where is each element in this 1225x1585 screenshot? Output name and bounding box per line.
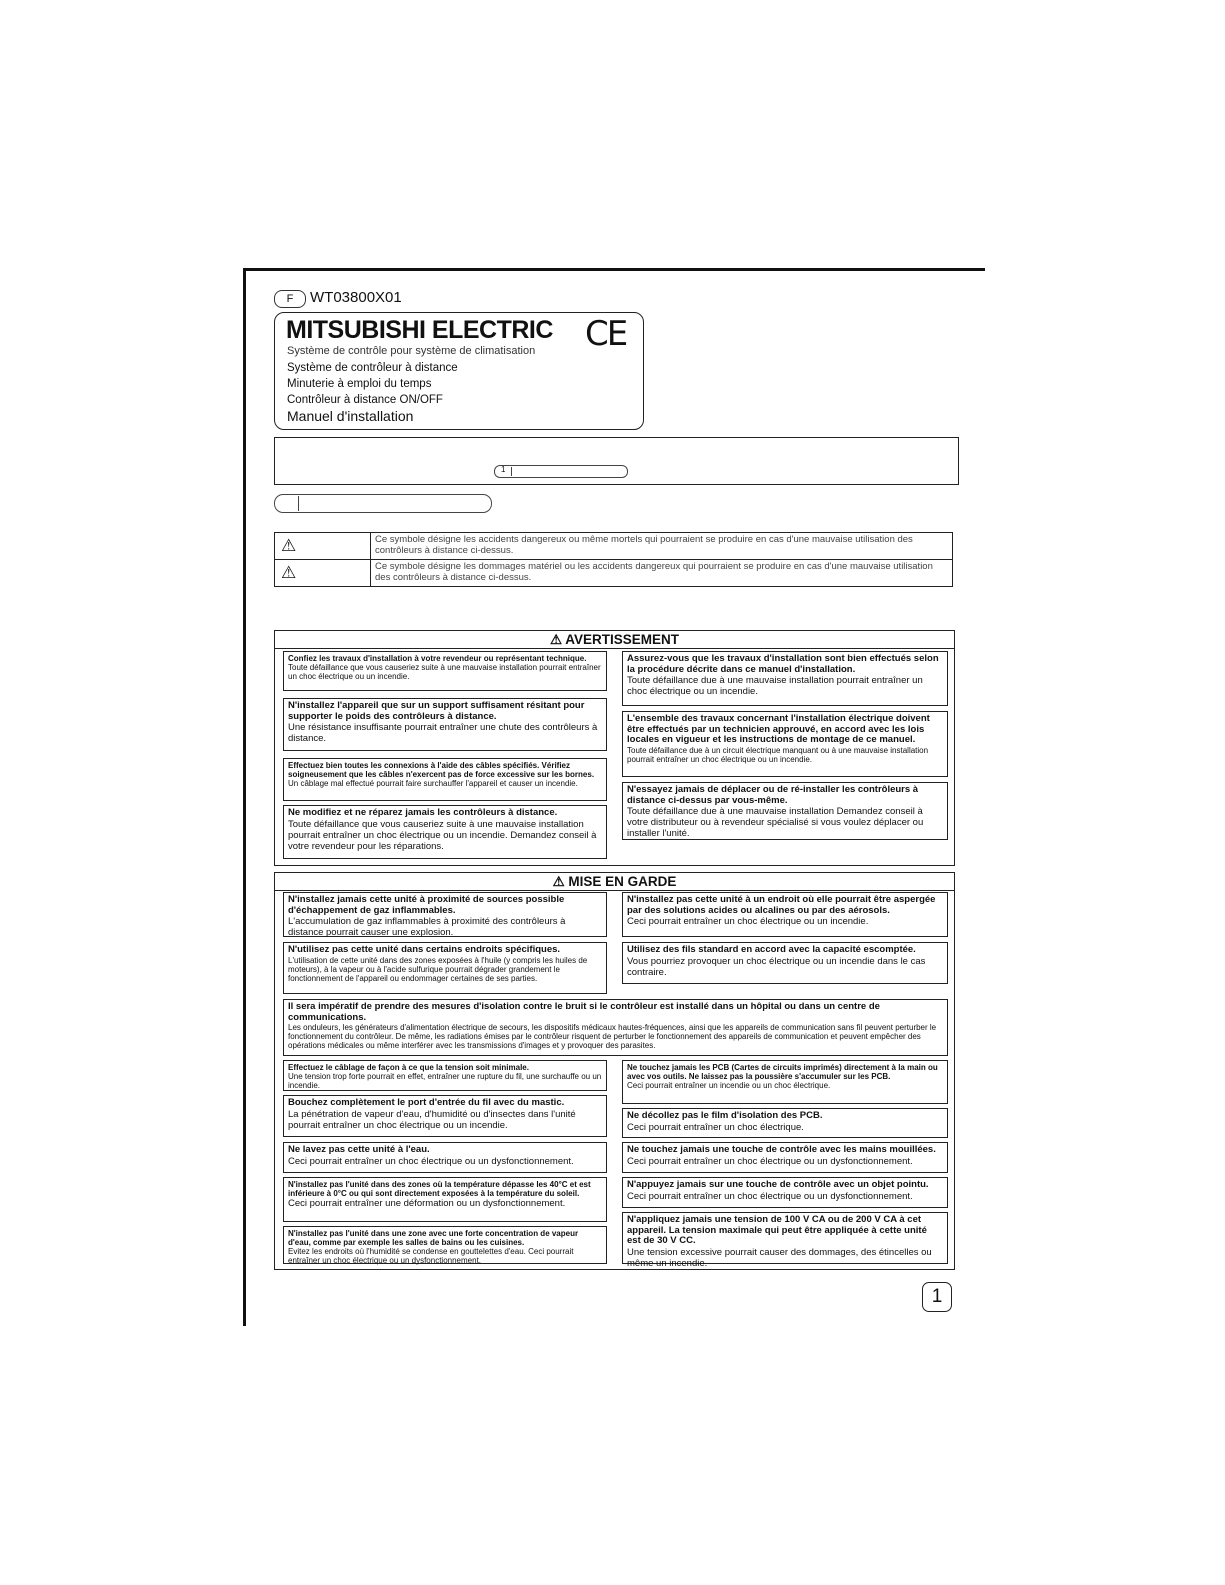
pill-divider: [511, 467, 512, 476]
item-heading: N'installez jamais cette unité à proximité de sources possible d'échappement de gaz inflammables.: [288, 894, 565, 916]
document-code: WT03800X01: [310, 289, 402, 306]
item-text: L'accumulation de gaz inflammables à proximité des contrôleurs à distance pourrait causer une explosion.: [288, 916, 566, 938]
caution-item-wide: [283, 999, 948, 1056]
item-heading: Ne touchez jamais une touche de contrôle avec les mains mouillées.: [627, 1144, 936, 1155]
left-rule: [243, 268, 246, 1326]
item-heading: Effectuez bien toutes les connexions à l'aide des câbles spécifiés. Vérifiez soigneusement que les câbles n'exercent pas de force excessive sur les bornes.: [288, 761, 595, 779]
warning-item: [622, 711, 948, 777]
item-heading: Ne décollez pas le film d'isolation des PCB.: [627, 1110, 823, 1121]
item-heading: N'installez l'appareil que sur un support suffisament résitant pour supporter le poids des contrôleurs à distance.: [288, 700, 585, 722]
item-text: Toute défaillance que vous causeriez suite à une mauvaise installation pourrait entraîner un choc électrique ou un incendie. Demandez conseil à votre revendeur pour les réparations.: [288, 818, 597, 852]
caution-item: [622, 942, 948, 984]
warning-triangle-icon: ⚠: [275, 560, 371, 587]
item-heading: N'installez pas l'unité dans une zone avec une forte concentration de vapeur d'eau, comme par exemple les salles de bains ou les cuisines.: [288, 1229, 579, 1247]
item-text: Ceci pourrait entraîner un choc électrique ou un dysfonctionnement.: [288, 1155, 574, 1167]
item-heading: N'appliquez jamais une tension de 100 V CA ou de 200 V CA à cet appareil. La tension maximale qui peut être appliquée à cette unité est de 30 V CC.: [627, 1214, 927, 1246]
caution-item: [283, 892, 607, 937]
item-text: Ceci pourrait entraîner une déformation ou un dysfonctionnement.: [288, 1198, 566, 1209]
item-heading: Il sera impératif de prendre des mesures d'isolation contre le bruit si le contrôleur est installé dans un hôpital ou dans un centre de communications.: [288, 1001, 880, 1023]
item-text: Ceci pourrait entraîner un choc électrique.: [627, 1121, 804, 1133]
caution-item: [283, 1226, 607, 1264]
item-text: Ceci pourrait entraîner un incendie ou un choc électrique.: [627, 1081, 831, 1090]
item-text: Toute défaillance due à une mauvaise installation Demandez conseil à votre distributeur ou à revendeur spécialisé si vous voulez déplacer ou installer l'unité.: [627, 806, 924, 839]
item-text: Evitez les endroits où l'humidité se condense en gouttelettes d'eau. Ceci pourrait entraîner un choc électrique ou un dysfonctionnement.: [288, 1247, 574, 1265]
item-text: La pénétration de vapeur d'eau, d'humidité ou d'insectes dans l'unité pourrait entraîner un choc électrique ou un incendie.: [288, 1108, 576, 1131]
subtitle-timer: Minuterie à emploi du temps: [287, 378, 432, 390]
caution-item: [283, 1177, 607, 1222]
language-badge: F: [274, 290, 306, 308]
item-text: Les onduleurs, les générateurs d'alimentation électrique de secours, les dispositifs médicaux hautes-fréquences, ainsi que les appareils de communication sans fil peuvent perturber le fonctionnement du contrôleur. De même, les radiations émises par le contrôleur risquent de perturber le fonctionnement des appareils de communication et peuvent empêcher des opérations médicales ou même interférer avec les transmissions d'images et y provoquer des parasites.: [288, 1023, 937, 1050]
item-text: L'utilisation de cette unité dans des zones exposées à l'huile (y compris les huiles de moteurs), à la vapeur ou à l'acide sulfurique pourrait dégrader grandement le fonctionnement de l'appareil ou endommager certaines de ses parties.: [288, 955, 588, 983]
item-text: Un câblage mal effectué pourrait faire surchauffer l'appareil et causer un incendie.: [288, 779, 578, 788]
item-text: Toute défaillance due à un circuit électrique manquant ou à une mauvaise installation pourrait entraîner un choc électrique ou un incendie.: [627, 745, 929, 764]
caution-item: [622, 892, 948, 937]
subtitle-system: Système de contrôle pour système de climatisation: [287, 345, 536, 357]
item-heading: Ne touchez jamais les PCB (Cartes de circuits imprimés) directement à la main ou avec vos outils. Ne laissez pas la poussière s'accumuler sur les PCB.: [627, 1063, 938, 1081]
warning-title: ⚠ AVERTISSEMENT: [275, 631, 954, 649]
symbol-row: [275, 533, 953, 560]
item-heading: N'utilisez pas cette unité dans certains endroits spécifiques.: [288, 944, 561, 955]
top-rule: [243, 268, 985, 271]
caution-item: [283, 1060, 607, 1091]
page-number: 1: [922, 1282, 952, 1312]
item-text: Toute défaillance que vous causeriez suite à une mauvaise installation pourrait entraîner un choc électrique ou un incendie.: [288, 663, 601, 681]
item-text: Vous pourriez provoquer un choc électrique ou un incendie dans le cas contraire.: [627, 955, 926, 978]
item-text: Une tension excessive pourrait causer des dommages, des étincelles ou même un incendie.: [627, 1246, 932, 1269]
item-text: Ceci pourrait entraîner un choc électrique ou un dysfonctionnement.: [627, 1155, 913, 1167]
item-text: Une tension trop forte pourrait en effet, entraîner une rupture du fil, une surchauffe ou un incendie.: [288, 1072, 602, 1090]
warning-item: [283, 805, 607, 859]
item-heading: Bouchez complètement le port d'entrée du fil avec du mastic.: [288, 1097, 565, 1108]
warning-item: [283, 651, 607, 691]
item-text: Ceci pourrait entraîner un choc électrique ou un dysfonctionnement.: [627, 1190, 913, 1202]
section-ref-number: 1: [501, 465, 506, 474]
item-heading: Utilisez des fils standard en accord avec la capacité escomptée.: [627, 944, 916, 955]
item-heading: N'installez pas cette unité à un endroit où elle pourrait être aspergée par des solutions acides ou alcalines ou par des aérosols.: [627, 894, 936, 916]
brand-name: MITSUBISHI ELECTRIC: [286, 316, 553, 344]
caution-item: [622, 1212, 948, 1269]
pill-divider: [298, 496, 299, 511]
symbol-description: Ce symbole désigne les accidents dangereux ou même mortels qui pourraient se produire en cas d'une mauvaise utilisation des contrôleurs à distance ci-dessus.: [371, 533, 953, 560]
symbol-row: [275, 560, 953, 587]
ce-mark-icon: CE: [585, 314, 627, 354]
caution-item: [283, 1142, 607, 1173]
subtitle-remote-system: Système de contrôleur à distance: [287, 362, 458, 374]
item-heading: Ne modifiez et ne réparez jamais les contrôleurs à distance.: [288, 807, 558, 818]
manual-title: Manuel d'installation: [287, 408, 414, 424]
item-heading: Assurez-vous que les travaux d'installation sont bien effectués selon la procédure décrite dans ce manuel d'installation.: [627, 653, 939, 675]
item-heading: Effectuez le câblage de façon à ce que la tension soit minimale.: [288, 1063, 529, 1072]
caution-item: [622, 1142, 948, 1173]
caution-item: [622, 1108, 948, 1138]
item-text: Ceci pourrait entraîner un choc électrique ou un incendie.: [627, 916, 869, 927]
section-heading-pill: [274, 494, 492, 513]
item-text: Toute défaillance due à une mauvaise installation pourrait entraîner un choc électrique ou un incendie.: [627, 675, 923, 697]
caution-item: [283, 942, 607, 994]
warning-triangle-icon: ⚠: [275, 533, 371, 560]
symbol-legend-table: [274, 532, 953, 587]
item-heading: N'essayez jamais de déplacer ou de ré-installer les contrôleurs à distance ci-dessus par vous-même.: [627, 784, 919, 806]
item-heading: N'appuyez jamais sur une touche de contrôle avec un objet pointu.: [627, 1179, 929, 1190]
subtitle-onoff: Contrôleur à distance ON/OFF: [287, 394, 443, 406]
warning-item: [622, 782, 948, 840]
item-heading: Confiez les travaux d'installation à votre revendeur ou représentant technique.: [288, 654, 587, 663]
warning-item: [283, 758, 607, 801]
symbol-description: Ce symbole désigne les dommages matériel ou les accidents dangereux qui pourraient se produire en cas d'une mauvaise utilisation des contrôleurs à distance ci-dessus.: [371, 560, 953, 587]
item-heading: N'installez pas l'unité dans des zones où la température dépasse les 40°C et est inférieure à 0°C ou qui sont directement exposées à la température du soleil.: [288, 1180, 591, 1198]
caution-item: [622, 1177, 948, 1208]
warning-item: [283, 698, 607, 751]
item-heading: L'ensemble des travaux concernant l'installation électrique doivent être effectués par un technicien approuvé, en accord avec les lois locales en vigueur et les instructions de montage de ce manuel.: [627, 713, 930, 745]
item-text: Une résistance insuffisante pourrait entraîner une chute des contrôleurs à distance.: [288, 722, 598, 744]
caution-item: [283, 1095, 607, 1137]
item-heading: Ne lavez pas cette unité à l'eau.: [288, 1144, 430, 1155]
caution-item: [622, 1060, 948, 1104]
section-ref-pill: [494, 465, 628, 478]
warning-item: [622, 651, 948, 706]
caution-title: ⚠ MISE EN GARDE: [275, 873, 954, 891]
